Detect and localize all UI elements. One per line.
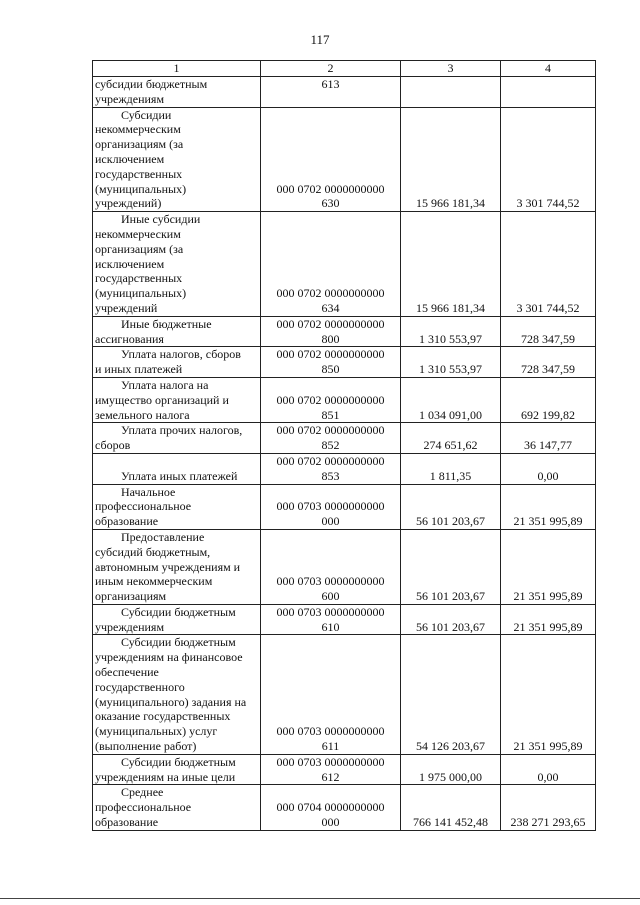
row-code-cell: 000 0702 0000000000 800 — [261, 316, 401, 347]
row-column-4-value — [501, 77, 596, 108]
row-name-continuation: ассигнования — [95, 331, 164, 346]
row-column-4-value: 3 301 744,52 — [501, 212, 596, 317]
column-header-2: 2 — [261, 61, 401, 77]
column-header-3: 3 — [401, 61, 501, 77]
row-column-3-value — [401, 77, 501, 108]
row-column-3-value: 54 126 203,67 — [401, 635, 501, 754]
row-column-3-value: 1 811,35 — [401, 453, 501, 484]
row-name-cell — [93, 635, 261, 754]
row-code-cell: 000 0703 0000000000 610 — [261, 604, 401, 635]
column-header-4: 4 — [501, 61, 596, 77]
row-code-cell: 000 0703 0000000000 000 — [261, 484, 401, 529]
row-name-first-line: Иные субсидии — [121, 212, 201, 227]
row-name-continuation: учреждениям на иные цели — [95, 769, 236, 784]
row-name-first-line: Субсидии бюджетным — [121, 635, 236, 650]
row-column-3-value: 15 966 181,34 — [401, 212, 501, 317]
row-name-continuation: профессиональное образование — [95, 800, 192, 830]
row-column-3-value: 56 101 203,67 — [401, 484, 501, 529]
row-name-cell — [93, 754, 261, 785]
table-row — [93, 316, 596, 347]
row-column-4-value: 728 347,59 — [501, 347, 596, 378]
row-name-continuation: учреждениям — [95, 91, 165, 106]
row-code-cell: 000 0703 0000000000 611 — [261, 635, 401, 754]
table-row — [93, 754, 596, 785]
page-number: 117 — [310, 32, 330, 47]
row-column-4-value: 0,00 — [501, 754, 596, 785]
row-name-cell — [93, 604, 261, 635]
row-column-3-value: 1 034 091,00 — [401, 377, 501, 422]
row-column-4-value: 0,00 — [501, 453, 596, 484]
row-name-cell — [93, 107, 261, 212]
row-name-cell — [93, 484, 261, 529]
row-code-cell: 000 0702 0000000000 634 — [261, 212, 401, 317]
row-name-first-line: Уплата налогов, сборов — [121, 347, 241, 362]
row-name-continuation: субсидий бюджетным, автономным учреждениям и иным некоммерческим организациям — [95, 544, 241, 604]
row-column-4-value: 21 351 995,89 — [501, 484, 596, 529]
row-name-first-line: Иные бюджетные — [121, 316, 212, 331]
row-name-continuation: учреждениям на финансовое обеспечение государственного (муниципального) задания на оказание государственных (муниципальных) услуг (выполнение работ) — [95, 650, 247, 754]
page-bottom-rule — [0, 898, 640, 899]
row-name-first-line: Среднее — [121, 785, 164, 800]
table-row — [93, 484, 596, 529]
table-row — [93, 212, 596, 317]
table-row — [93, 635, 596, 754]
row-name-first-line: Предоставление — [121, 529, 205, 544]
row-code-cell: 000 0703 0000000000 600 — [261, 529, 401, 604]
row-name-continuation: имущество организаций и земельного налога — [95, 392, 229, 422]
row-column-4-value: 21 351 995,89 — [501, 635, 596, 754]
row-column-4-value: 692 199,82 — [501, 377, 596, 422]
row-name-cell — [93, 347, 261, 378]
row-name-continuation: сборов — [95, 438, 131, 453]
row-code-cell: 000 0702 0000000000 630 — [261, 107, 401, 212]
row-code-cell: 000 0702 0000000000 852 — [261, 423, 401, 454]
row-name-continuation: и иных платежей — [95, 362, 183, 377]
row-column-3-value: 1 975 000,00 — [401, 754, 501, 785]
row-code-cell: 000 0704 0000000000 000 — [261, 785, 401, 830]
row-name-cell — [93, 77, 261, 108]
row-name-continuation: некоммерческим организациям (за исключением государственных (муниципальных) учреждений) — [95, 122, 187, 211]
table-row — [93, 347, 596, 378]
row-column-3-value: 15 966 181,34 — [401, 107, 501, 212]
table-row — [93, 107, 596, 212]
row-name-first-line: Уплата иных платежей — [121, 468, 238, 483]
row-code-cell: 613 — [261, 77, 401, 108]
row-column-3-value: 56 101 203,67 — [401, 529, 501, 604]
row-code-cell: 000 0702 0000000000 853 — [261, 453, 401, 484]
table-header-row — [93, 61, 596, 77]
table-row — [93, 77, 596, 108]
row-name-cell — [93, 423, 261, 454]
row-name-first-line: Субсидии бюджетным — [121, 604, 236, 619]
table-row — [93, 604, 596, 635]
budget-table — [92, 60, 596, 831]
row-name-first-line: Субсидии — [121, 107, 172, 122]
row-column-4-value: 3 301 744,52 — [501, 107, 596, 212]
row-column-3-value: 1 310 553,97 — [401, 347, 501, 378]
row-name-first-line: Уплата прочих налогов, — [121, 423, 243, 438]
row-column-4-value: 238 271 293,65 — [501, 785, 596, 830]
table-row — [93, 423, 596, 454]
row-column-3-value: 766 141 452,48 — [401, 785, 501, 830]
row-column-4-value: 728 347,59 — [501, 316, 596, 347]
row-name-cell — [93, 377, 261, 422]
row-name-first-line: Начальное — [121, 484, 176, 499]
table-row — [93, 785, 596, 830]
row-column-3-value: 56 101 203,67 — [401, 604, 501, 635]
row-name-continuation: некоммерческим организациям (за исключением государственных (муниципальных) учреждений — [95, 226, 187, 315]
row-column-3-value: 274 651,62 — [401, 423, 501, 454]
row-name-continuation: профессиональное образование — [95, 499, 192, 529]
row-name-continuation: учреждениям — [95, 619, 165, 634]
row-column-3-value: 1 310 553,97 — [401, 316, 501, 347]
row-name-first-line: Субсидии бюджетным — [121, 754, 236, 769]
row-column-4-value: 36 147,77 — [501, 423, 596, 454]
column-header-1: 1 — [93, 61, 261, 77]
row-code-cell: 000 0703 0000000000 612 — [261, 754, 401, 785]
row-name-first-line: Уплата налога на — [121, 377, 209, 392]
row-name-cell — [93, 212, 261, 317]
row-name-cell — [93, 453, 261, 484]
table-row — [93, 377, 596, 422]
row-code-cell: 000 0702 0000000000 851 — [261, 377, 401, 422]
table-row — [93, 453, 596, 484]
row-name-cell — [93, 529, 261, 604]
budget-table-body — [93, 77, 596, 831]
row-code-cell: 000 0702 0000000000 850 — [261, 347, 401, 378]
row-name-first-line: субсидии бюджетным — [95, 77, 208, 91]
table-row — [93, 529, 596, 604]
row-column-4-value: 21 351 995,89 — [501, 529, 596, 604]
row-name-cell — [93, 785, 261, 830]
row-name-cell — [93, 316, 261, 347]
row-column-4-value: 21 351 995,89 — [501, 604, 596, 635]
